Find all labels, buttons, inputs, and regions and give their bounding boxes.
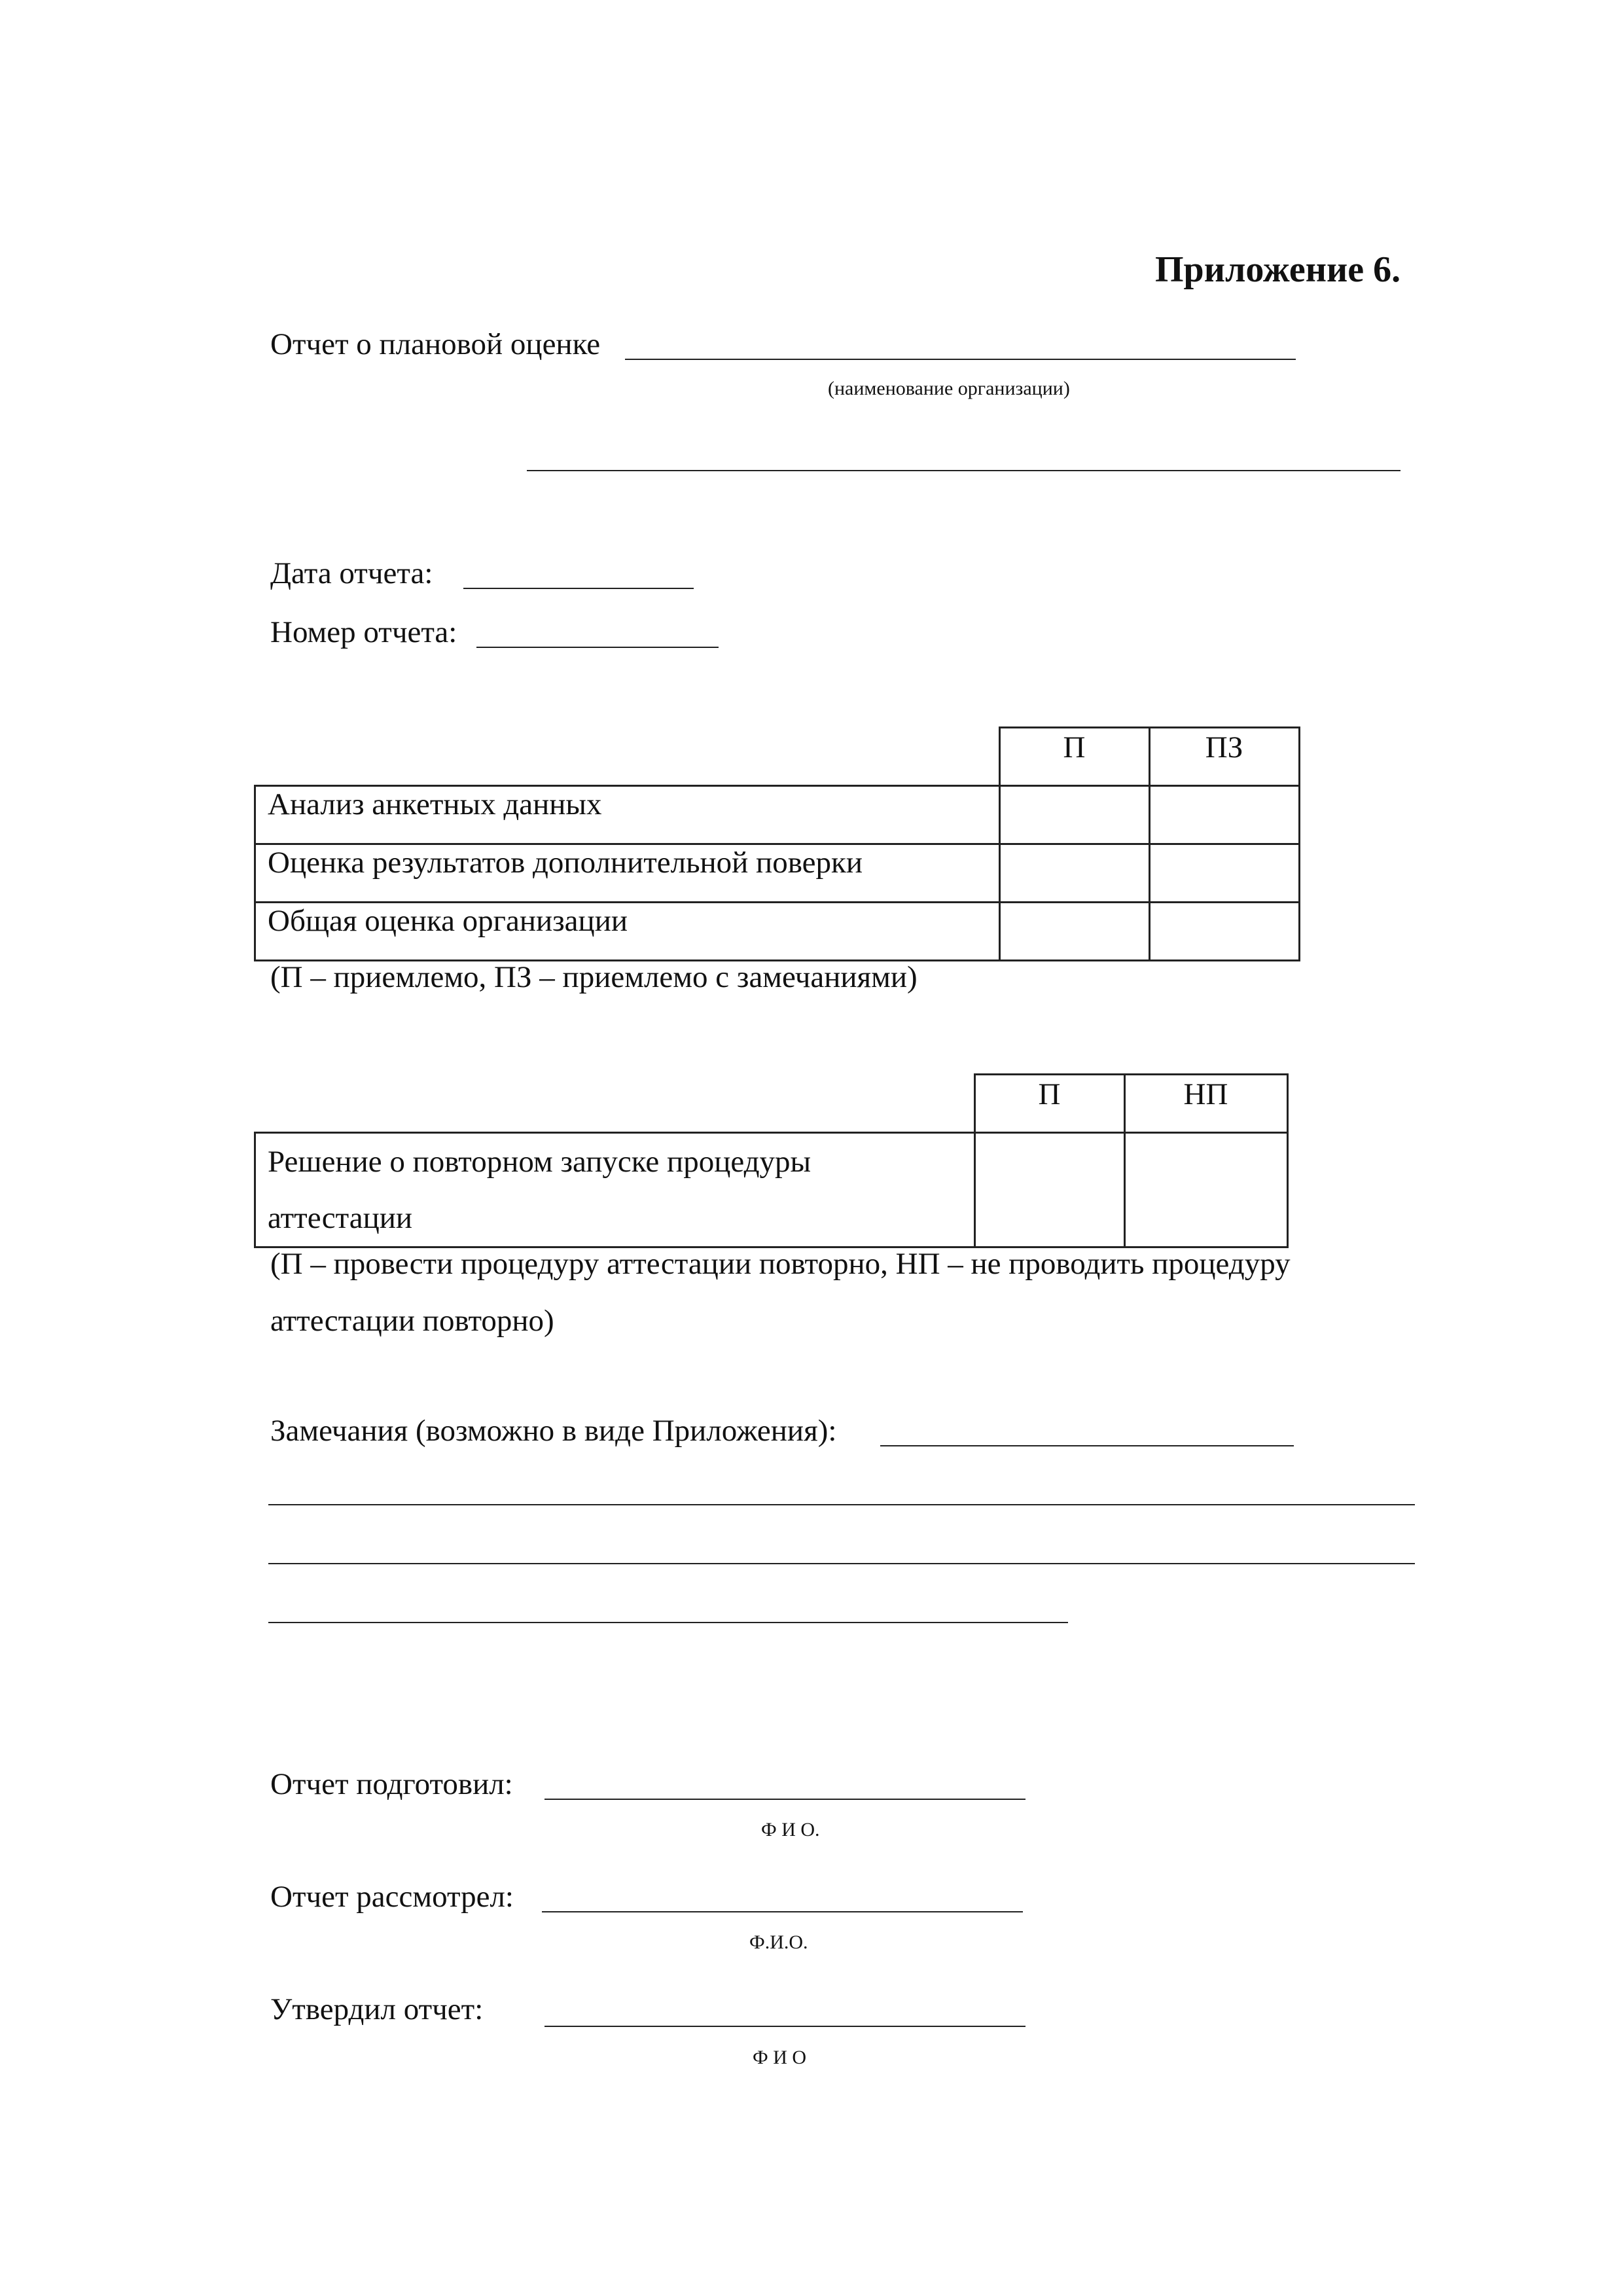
remarks-label: Замечания (возможно в виде Приложения): <box>270 1414 837 1448</box>
table-row <box>255 844 1300 903</box>
checkbox-cell[interactable] <box>974 1133 1124 1247</box>
approved-by-caption: Ф И О <box>753 2047 807 2068</box>
table-row <box>255 1133 1288 1247</box>
row-label: Общая оценка организации <box>255 903 1000 961</box>
checkbox-cell[interactable] <box>1124 1133 1287 1247</box>
prepared-by-line[interactable] <box>544 1799 1026 1800</box>
row-label-line1: Решение о повторном запуске процедуры <box>268 1145 812 1179</box>
column-header-np: НП <box>1124 1075 1287 1133</box>
prepared-by-label: Отчет подготовил: <box>270 1767 513 1801</box>
checkbox-cell[interactable] <box>1149 903 1299 961</box>
report-date-line[interactable] <box>463 588 694 589</box>
table1-legend: (П – приемлемо, ПЗ – приемлемо с замечаниями) <box>270 960 918 994</box>
appendix-heading: Приложение 6. <box>1155 249 1401 290</box>
row-label: Оценка результатов дополнительной поверки <box>255 844 1000 903</box>
remarks-line-4[interactable] <box>268 1622 1068 1623</box>
decision-table <box>254 1073 1289 1248</box>
organization-name-line-2[interactable] <box>527 470 1400 471</box>
row-label: Анализ анкетных данных <box>255 786 1000 844</box>
checkbox-cell[interactable] <box>1149 786 1299 844</box>
remarks-line-2[interactable] <box>268 1504 1415 1505</box>
report-date-label: Дата отчета: <box>270 556 433 590</box>
checkbox-cell[interactable] <box>1149 844 1299 903</box>
remarks-line-3[interactable] <box>268 1563 1415 1564</box>
report-title-label: Отчет о плановой оценке <box>270 327 601 361</box>
column-header-p: П <box>974 1075 1124 1133</box>
approved-by-line[interactable] <box>544 2026 1026 2027</box>
assessment-table <box>254 726 1300 961</box>
table2-legend-line2: аттестации повторно) <box>270 1304 554 1338</box>
report-number-label: Номер отчета: <box>270 615 457 649</box>
remarks-line-1[interactable] <box>880 1445 1294 1446</box>
report-number-line[interactable] <box>476 647 719 648</box>
column-header-p: П <box>999 728 1149 786</box>
approved-by-label: Утвердил отчет: <box>270 1992 484 2026</box>
checkbox-cell[interactable] <box>999 903 1149 961</box>
row-label <box>255 1133 975 1247</box>
column-header-pz: ПЗ <box>1149 728 1299 786</box>
table-row <box>255 903 1300 961</box>
table2-legend-line1: (П – провести процедуру аттестации повторно, НП – не проводить процедуру <box>270 1247 1291 1281</box>
organization-name-caption: (наименование организации) <box>828 378 1070 399</box>
reviewed-by-line[interactable] <box>542 1911 1023 1912</box>
table-row <box>255 786 1300 844</box>
checkbox-cell[interactable] <box>999 786 1149 844</box>
prepared-by-caption: Ф И О. <box>761 1819 820 1840</box>
reviewed-by-label: Отчет рассмотрел: <box>270 1880 514 1914</box>
row-label-line2: аттестации <box>268 1201 413 1235</box>
reviewed-by-caption: Ф.И.О. <box>749 1931 808 1953</box>
checkbox-cell[interactable] <box>999 844 1149 903</box>
organization-name-line[interactable] <box>625 359 1296 360</box>
